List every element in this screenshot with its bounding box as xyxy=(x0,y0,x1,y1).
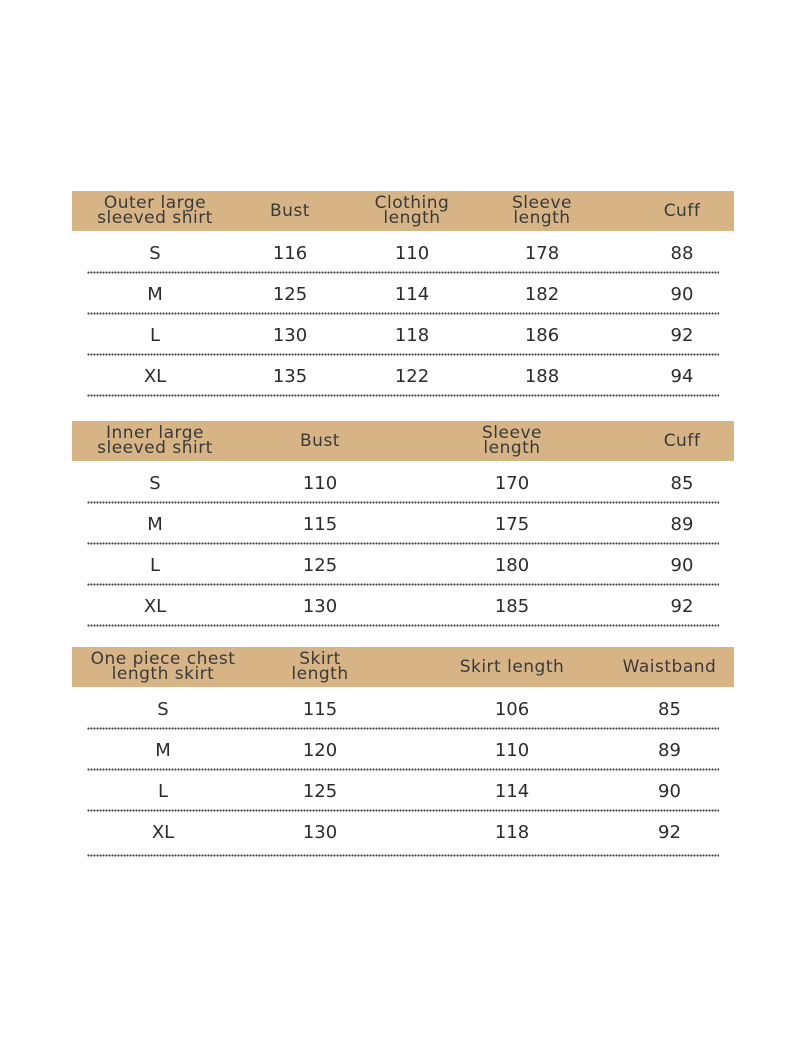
value-cell: 118 xyxy=(394,325,430,346)
value-cell: 110 xyxy=(302,473,338,494)
value-cell: 110 xyxy=(494,740,530,761)
table-row xyxy=(72,689,734,730)
table-row xyxy=(72,730,734,771)
outer-shirt-size-table xyxy=(72,191,734,397)
value-cell: 88 xyxy=(670,243,694,264)
inner-shirt-size-table xyxy=(72,421,734,627)
size-cell: XL xyxy=(143,596,167,617)
table-row xyxy=(72,274,734,315)
table-header xyxy=(72,647,734,687)
value-cell: 89 xyxy=(670,514,694,535)
value-cell: 94 xyxy=(670,366,694,387)
table-row xyxy=(72,315,734,356)
value-cell: 116 xyxy=(272,243,308,264)
value-cell: 106 xyxy=(494,699,530,720)
header-cell: Bust xyxy=(300,430,340,451)
value-cell: 85 xyxy=(670,473,694,494)
value-cell: 114 xyxy=(394,284,430,305)
value-cell: 125 xyxy=(302,555,338,576)
size-cell: L xyxy=(157,781,169,802)
size-cell: XL xyxy=(143,366,167,387)
value-cell: 118 xyxy=(494,822,530,843)
header-cell: Outer large sleeved shirt xyxy=(97,193,213,228)
table-header xyxy=(72,191,734,231)
value-cell: 115 xyxy=(302,514,338,535)
value-cell: 92 xyxy=(670,596,694,617)
value-cell: 185 xyxy=(494,596,530,617)
header-cell: Bust xyxy=(270,200,310,221)
size-cell: M xyxy=(155,740,171,761)
value-cell: 170 xyxy=(494,473,530,494)
table-row xyxy=(72,463,734,504)
skirt-size-table xyxy=(72,647,734,853)
header-cell: Sleeve length xyxy=(482,423,542,458)
table-row xyxy=(72,586,734,627)
value-cell: 92 xyxy=(658,822,681,843)
value-cell: 115 xyxy=(302,699,338,720)
row-divider xyxy=(87,624,719,627)
value-cell: 130 xyxy=(302,822,338,843)
value-cell: 90 xyxy=(658,781,681,802)
header-cell: Waistband xyxy=(622,656,717,677)
value-cell: 85 xyxy=(658,699,681,720)
header-cell: Cuff xyxy=(663,200,701,221)
header-cell: Cuff xyxy=(663,430,701,451)
value-cell: 90 xyxy=(670,284,694,305)
table-row xyxy=(72,356,734,397)
size-cell: S xyxy=(149,473,161,494)
table-row xyxy=(72,233,734,274)
value-cell: 188 xyxy=(524,366,560,387)
value-cell: 110 xyxy=(394,243,430,264)
value-cell: 89 xyxy=(658,740,681,761)
value-cell: 125 xyxy=(302,781,338,802)
value-cell: 178 xyxy=(524,243,560,264)
header-cell: Clothing length xyxy=(374,193,450,228)
size-cell: XL xyxy=(151,822,175,843)
size-cell: M xyxy=(147,284,163,305)
header-cell: Sleeve length xyxy=(512,193,572,228)
table-row xyxy=(72,812,734,853)
value-cell: 122 xyxy=(394,366,430,387)
value-cell: 92 xyxy=(670,325,694,346)
value-cell: 130 xyxy=(302,596,338,617)
value-cell: 125 xyxy=(272,284,308,305)
table-row xyxy=(72,771,734,812)
value-cell: 180 xyxy=(494,555,530,576)
size-cell: M xyxy=(147,514,163,535)
value-cell: 130 xyxy=(272,325,308,346)
table-row xyxy=(72,545,734,586)
size-cell: S xyxy=(157,699,169,720)
value-cell: 90 xyxy=(670,555,694,576)
value-cell: 186 xyxy=(524,325,560,346)
value-cell: 114 xyxy=(494,781,530,802)
header-cell: Inner large sleeved shirt xyxy=(97,423,213,458)
size-cell: S xyxy=(149,243,161,264)
value-cell: 135 xyxy=(272,366,308,387)
size-cell: L xyxy=(149,555,161,576)
size-cell: L xyxy=(149,325,161,346)
header-cell: One piece chest length skirt xyxy=(90,649,236,684)
row-divider xyxy=(87,394,719,397)
value-cell: 120 xyxy=(302,740,338,761)
header-cell: Skirt length xyxy=(291,649,349,684)
row-divider xyxy=(87,854,719,857)
table-header xyxy=(72,421,734,461)
value-cell: 182 xyxy=(524,284,560,305)
header-cell: Skirt length xyxy=(459,656,565,677)
value-cell: 175 xyxy=(494,514,530,535)
table-row xyxy=(72,504,734,545)
